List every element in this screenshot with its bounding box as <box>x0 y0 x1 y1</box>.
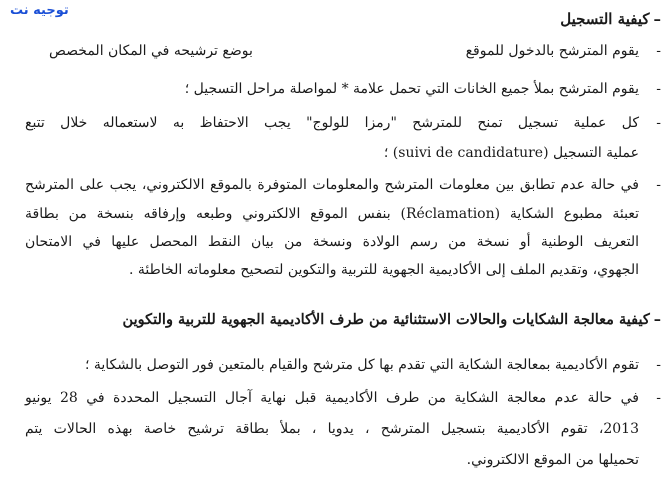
list-item <box>19 79 639 99</box>
paragraph-line: الجهوي، وتقديم الملف إلى الأكاديمية الجهوية للتربية والتكوين لتصحيح معلوماته الخاطئة . <box>129 262 639 278</box>
paragraph-line: في حالة عدم تطابق بين معلومات المترشح والمعلومات المتوفرة بالموقع الالكتروني، يجب على المترشح <box>25 177 639 193</box>
bullet-marker: - <box>656 81 661 97</box>
heading-dash: – <box>653 311 661 328</box>
bullet-marker: - <box>656 357 661 373</box>
paragraph-line: بوضع ترشيحه في المكان المخصص <box>49 43 253 59</box>
section-title: كيفية معالجة الشكايات والحالات الاستثنائية من طرف الأكاديمية الجهوية للتربية والتكوين <box>122 311 650 328</box>
section-title: كيفية التسجيل <box>560 10 650 28</box>
section-heading-registration <box>560 10 661 28</box>
site-logo-text: توجيه نت <box>10 3 69 18</box>
paragraph-line: 2013، تقوم الأكاديمية بتسجيل المترشح ، يدويا ، بملأ بطاقة ترشيح خاصة بهذه الحالات يتم <box>25 421 639 437</box>
bullet-marker: - <box>656 390 661 406</box>
bullet-marker: - <box>656 177 661 193</box>
paragraph-line: عملية التسجيل (suivi de candidature) ؛ <box>383 145 639 161</box>
section-heading-complaints <box>123 311 661 328</box>
paragraph-line: تقوم الأكاديمية بمعالجة الشكاية التي تقدم بها كل مترشح والقيام بالمتعين فور التوصل بالشكاية ؛ <box>84 357 639 373</box>
paragraph-line: تعبئة مطبوع الشكاية (Réclamation) بنفس الموقع الالكتروني وطبعه وإرفاقه بنسخة من بطاقة <box>25 206 639 222</box>
paragraph-line: يقوم المترشح بالدخول للموقع <box>465 43 639 59</box>
paragraph-line: تحميلها من الموقع الالكتروني. <box>466 452 639 468</box>
bullet-marker: - <box>656 115 661 131</box>
bullet-marker: - <box>656 43 661 59</box>
heading-dash: – <box>653 10 661 28</box>
paragraph-line: التعريف الوطنية أو نسخة من رسم الولادة ونسخة من بيان النقط المحصل عليها في الامتحان <box>25 234 639 250</box>
paragraph-line: يقوم المترشح بملأ جميع الخانات التي تحمل علامة * لمواصلة مراحل التسجيل ؛ <box>184 81 639 97</box>
paragraph-line: كل عملية تسجيل تمنح للمترشح "رمزا للولوج" يجب الاحتفاظ به لاستعماله خلال تتبع <box>25 115 639 131</box>
paragraph-line: في حالة عدم معالجة الشكاية من طرف الأكاديمية قبل نهاية آجال التسجيل المحددة في 28 يونيو <box>25 390 639 406</box>
